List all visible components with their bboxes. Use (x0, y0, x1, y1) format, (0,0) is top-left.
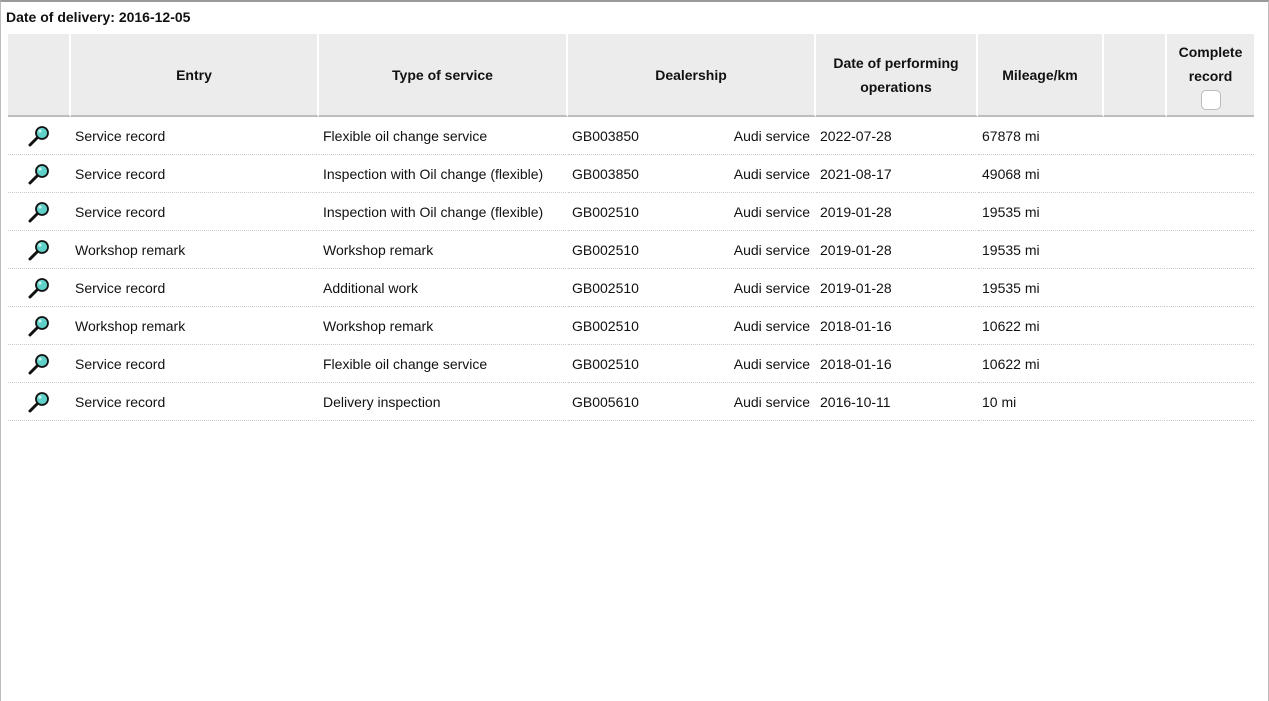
cell-blank (1104, 117, 1167, 155)
header-dealership[interactable]: Dealership (568, 34, 816, 117)
header-date-of-operations[interactable]: Date of performing operations (816, 34, 978, 117)
cell-complete-record (1167, 383, 1254, 421)
complete-record-checkbox[interactable] (1201, 90, 1221, 110)
dealer-code: GB002510 (572, 355, 639, 372)
cell-dealership (568, 193, 816, 231)
cell-entry: Service record (71, 383, 319, 421)
magnifier-icon[interactable] (27, 391, 51, 416)
magnifier-icon[interactable] (27, 315, 51, 340)
dealer-code: GB003850 (572, 127, 639, 144)
cell-mileage: 49068 mi (978, 155, 1104, 193)
cell-complete-record (1167, 117, 1254, 155)
cell-date: 2019-01-28 (816, 231, 978, 269)
dealer-code: GB002510 (572, 203, 639, 220)
header-entry[interactable]: Entry (71, 34, 319, 117)
complete-record-label: Complete record (1178, 43, 1243, 84)
cell-type-of-service: Inspection with Oil change (flexible) (319, 193, 568, 231)
table-row[interactable] (8, 193, 1254, 231)
cell-mileage: 10622 mi (978, 345, 1104, 383)
magnifier-icon[interactable] (27, 163, 51, 188)
cell-dealership (568, 269, 816, 307)
magnifier-icon[interactable] (27, 201, 51, 226)
dealer-code: GB005610 (572, 393, 639, 410)
dealer-name: Audi service (733, 165, 810, 182)
magnifier-icon[interactable] (27, 125, 51, 150)
cell-blank (1104, 155, 1167, 193)
cell-dealership (568, 345, 816, 383)
cell-complete-record (1167, 155, 1254, 193)
cell-complete-record (1167, 345, 1254, 383)
dealer-code: GB002510 (572, 241, 639, 258)
header-type-of-service[interactable]: Type of service (319, 34, 568, 117)
cell-type-of-service: Workshop remark (319, 307, 568, 345)
dealer-name: Audi service (733, 241, 810, 258)
cell-type-of-service: Workshop remark (319, 231, 568, 269)
cell-type-of-service: Inspection with Oil change (flexible) (319, 155, 568, 193)
cell-dealership (568, 307, 816, 345)
row-view-cell[interactable] (8, 155, 71, 193)
cell-mileage: 19535 mi (978, 231, 1104, 269)
cell-dealership (568, 117, 816, 155)
header-mileage[interactable]: Mileage/km (978, 34, 1104, 117)
dealer-code: GB002510 (572, 279, 639, 296)
cell-blank (1104, 269, 1167, 307)
cell-dealership (568, 383, 816, 421)
cell-entry: Workshop remark (71, 231, 319, 269)
magnifier-icon[interactable] (27, 239, 51, 264)
row-view-cell[interactable] (8, 231, 71, 269)
cell-type-of-service: Flexible oil change service (319, 345, 568, 383)
dealer-name: Audi service (733, 127, 810, 144)
cell-blank (1104, 231, 1167, 269)
cell-complete-record (1167, 193, 1254, 231)
header-icon-column (8, 34, 71, 117)
table-body (8, 117, 1254, 421)
table-row[interactable] (8, 117, 1254, 155)
dealer-code: GB003850 (572, 165, 639, 182)
cell-date: 2021-08-17 (816, 155, 978, 193)
dealer-name: Audi service (733, 317, 810, 334)
cell-date: 2016-10-11 (816, 383, 978, 421)
cell-type-of-service: Additional work (319, 269, 568, 307)
table-header-row (8, 34, 1254, 117)
cell-date: 2019-01-28 (816, 193, 978, 231)
cell-mileage: 19535 mi (978, 193, 1104, 231)
cell-type-of-service: Flexible oil change service (319, 117, 568, 155)
cell-date: 2022-07-28 (816, 117, 978, 155)
cell-entry: Service record (71, 155, 319, 193)
header-complete-record (1167, 34, 1254, 117)
cell-mileage: 67878 mi (978, 117, 1104, 155)
dealer-name: Audi service (733, 279, 810, 296)
cell-mileage: 19535 mi (978, 269, 1104, 307)
magnifier-icon[interactable] (27, 277, 51, 302)
cell-complete-record (1167, 269, 1254, 307)
cell-complete-record (1167, 307, 1254, 345)
table-row[interactable] (8, 307, 1254, 345)
cell-date: 2018-01-16 (816, 345, 978, 383)
dealer-name: Audi service (733, 355, 810, 372)
cell-date: 2019-01-28 (816, 269, 978, 307)
delivery-date-label: Date of delivery: 2016-12-05 (6, 9, 191, 25)
cell-mileage: 10 mi (978, 383, 1104, 421)
dealer-code: GB002510 (572, 317, 639, 334)
dealer-name: Audi service (733, 203, 810, 220)
row-view-cell[interactable] (8, 117, 71, 155)
cell-complete-record (1167, 231, 1254, 269)
header-blank-column (1104, 34, 1167, 117)
dealer-name: Audi service (733, 393, 810, 410)
cell-blank (1104, 307, 1167, 345)
cell-blank (1104, 345, 1167, 383)
cell-blank (1104, 193, 1167, 231)
cell-entry: Service record (71, 117, 319, 155)
cell-type-of-service: Delivery inspection (319, 383, 568, 421)
service-records-table (8, 34, 1254, 421)
cell-mileage: 10622 mi (978, 307, 1104, 345)
table-row[interactable] (8, 155, 1254, 193)
row-view-cell[interactable] (8, 345, 71, 383)
cell-dealership (568, 231, 816, 269)
cell-entry: Service record (71, 345, 319, 383)
row-view-cell[interactable] (8, 269, 71, 307)
cell-date: 2018-01-16 (816, 307, 978, 345)
cell-dealership (568, 155, 816, 193)
cell-entry: Service record (71, 269, 319, 307)
cell-entry: Service record (71, 193, 319, 231)
table-row[interactable] (8, 345, 1254, 383)
cell-blank (1104, 383, 1167, 421)
table-row[interactable] (8, 269, 1254, 307)
row-view-cell[interactable] (8, 383, 71, 421)
cell-entry: Workshop remark (71, 307, 319, 345)
row-view-cell[interactable] (8, 307, 71, 345)
magnifier-icon[interactable] (27, 353, 51, 378)
table-row[interactable] (8, 383, 1254, 421)
table-row[interactable] (8, 231, 1254, 269)
row-view-cell[interactable] (8, 193, 71, 231)
